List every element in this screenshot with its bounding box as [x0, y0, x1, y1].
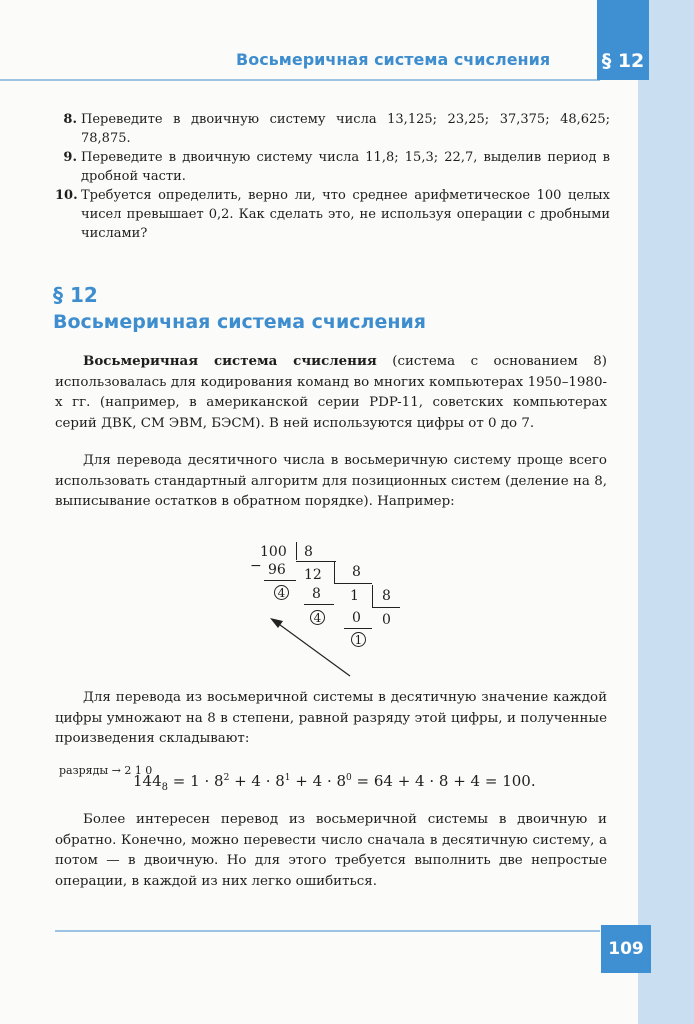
base-subscript: 8 — [161, 782, 169, 793]
exercise-number: 10. — [55, 188, 78, 203]
paragraph-octal-to-decimal: Для перевода из восьмеричной системы в десятичную значение каждой цифры умножают на 8 в степени, равной разряду этой цифры, и полученные произведения складывают: — [55, 690, 607, 746]
subtrahend: 0 — [352, 610, 361, 626]
exercise-text: Переведите в двоичную систему числа 13,125; 23,25; 37,375; 48,625; 78,875. — [81, 112, 610, 146]
section-badge: § 12 — [597, 0, 649, 80]
term-bold: Восьмеричная система счисления — [83, 353, 377, 369]
remainder-circle: 4 — [274, 585, 289, 600]
exercise-number: 9. — [63, 150, 77, 165]
page-number: 109 — [601, 925, 651, 973]
equals-sign: = — [172, 772, 186, 790]
paragraph-text: (система с основанием 8) использовалась для кодирования команд во многих компьютерах 1950–1980-х гг. (например, в американской серии PDP-11, советских компьютерах серий ДВК, СМ ЭВМ, БЭСМ). В ней используются цифры от 0 до 7. — [55, 354, 607, 431]
subtrahend: 8 — [312, 586, 321, 602]
exponent: 1 — [284, 773, 291, 783]
quotient: 12 — [304, 567, 322, 583]
exponent: 0 — [346, 773, 352, 783]
quotient: 1 — [350, 588, 359, 604]
division-diagram — [250, 540, 420, 680]
running-header-title: Восьмеричная система счисления — [236, 50, 551, 69]
term: + 4 · 8 — [290, 772, 347, 790]
section-number: § 12 — [53, 283, 98, 307]
exercise-item — [55, 148, 610, 186]
digit-ranks-label: разряды → 2 1 0 — [59, 764, 153, 777]
exercise-list — [55, 110, 610, 243]
divisor: 8 — [382, 588, 391, 604]
exercise-text: Переведите в двоичную систему числа 11,8; 15,3; 22,7, выделив период в дробной части. — [81, 150, 610, 184]
exponent: 2 — [223, 773, 230, 783]
paragraph-intro — [55, 351, 607, 434]
section-title: Восьмеричная система счисления — [53, 311, 426, 333]
conversion-formula — [133, 772, 536, 793]
divisor: 8 — [352, 564, 361, 580]
dividend: 100 — [260, 544, 287, 560]
subtrahend: 96 — [268, 562, 286, 578]
term: + 4 · 8 — [229, 772, 285, 790]
exercise-item — [55, 186, 610, 243]
remainder-circle: 1 — [351, 632, 366, 647]
formula-result: = 64 + 4 · 8 + 4 = 100. — [351, 772, 536, 790]
quotient: 0 — [382, 612, 391, 628]
paragraph-octal-binary: Более интересен перевод из восьмеричной системы в двоичную и обратно. Конечно, можно перевести число сначала в десятичную систему, а потом — в двоичную. Но для этого требуется выполнить две непростые операции, в каждой из них легко ошибиться. — [55, 812, 607, 889]
paragraph-conversion: Для перевода десятичного числа в восьмеричную систему проще всего использовать стандартный алгоритм для позиционных систем (деление на 8, выписывание остатков в обратном порядке). Например: — [55, 453, 607, 509]
exercise-item — [55, 110, 610, 148]
minus-sign: − — [250, 558, 262, 574]
octal-number: 144 — [133, 772, 162, 790]
read-direction-arrow-icon — [250, 540, 420, 680]
footer-rule — [55, 930, 600, 932]
header-rule — [0, 79, 600, 81]
exercise-number: 8. — [63, 112, 77, 127]
remainder-circle: 4 — [310, 610, 325, 625]
page-edge-tab — [638, 0, 694, 1024]
exercise-text: Требуется определить, верно ли, что среднее арифметическое 100 целых чисел превышает 0,2. Как сделать это, не используя операции с дробными числами? — [81, 188, 610, 241]
divisor: 8 — [304, 544, 313, 560]
term: 1 · 8 — [190, 772, 224, 790]
